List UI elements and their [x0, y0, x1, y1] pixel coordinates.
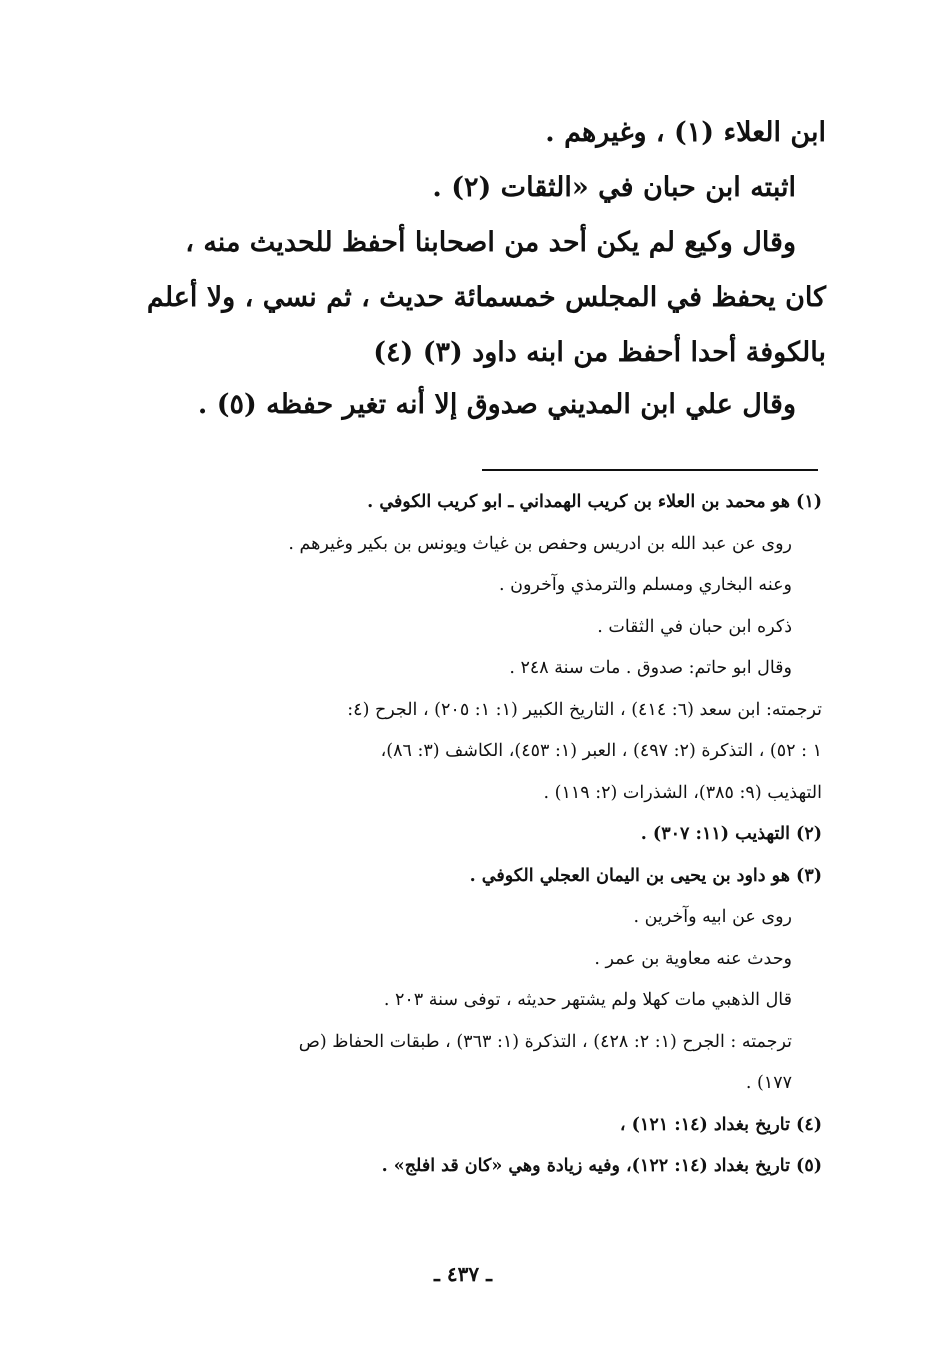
page-number: ـ ٤٣٧ ـ: [434, 1262, 492, 1286]
footnote-line: قال الذهبي مات كهلا ولم يشتهر حديثه ، توفى سنة ٢٠٣ .: [383, 990, 792, 1010]
main-text-line: كان يحفظ في المجلس خمسمائة حديث ، ثم نسي ، ولا أعلم: [146, 282, 826, 313]
footnote-line: ترجمته: ابن سعد (٦: ٤١٤) ، التاريخ الكبير (١: ١: ٢٠٥) ، الجرح (٤:: [347, 699, 822, 720]
footnote-line: (٣) هو داود بن يحيى بن اليمان العجلي الكوفي .: [469, 865, 822, 886]
main-text-block: [116, 118, 826, 445]
footnote-line: وحدث عنه معاوية بن عمر .: [594, 948, 792, 969]
footnotes-block: [122, 490, 822, 1196]
main-text-line: اثبته ابن حبان في «الثقات (٢) .: [432, 172, 796, 203]
footnote-line: ١٧٧) .: [745, 1073, 792, 1093]
footnote-line: التهذيب (٩: ٣٨٥)، الشذرات (٢: ١١٩) .: [543, 782, 822, 803]
main-text-line: وقال وكيع لم يكن أحد من اصحابنا أحفظ للحديث منه ،: [185, 227, 796, 258]
footnote-line: وعنه البخاري ومسلم والترمذي وآخرون .: [499, 575, 792, 595]
footnote-line: ١ : ٥٢) ، التذكرة (٢: ٤٩٧) ، العبر (١: ٤٥٣)، الكاشف (٣: ٨٦)،: [380, 741, 822, 761]
footnote-line: (٤) تاريخ بغداد (١٤: ١٢١) ،: [619, 1114, 822, 1135]
footnote-line: وقال ابو حاتم: صدوق . مات سنة ٢٤٨ .: [509, 658, 792, 678]
main-text-line: بالكوفة أحدا أحفظ من ابنه داود (٣) (٤): [373, 337, 826, 368]
footnote-line: (٢) التهذيب (١١: ٣٠٧) .: [640, 824, 822, 844]
footnote-divider: [482, 469, 818, 471]
footnote-line: (٥) تاريخ بغداد (١٤: ١٢٢)، وفيه زيادة وهي «كان قد افلج» .: [381, 1156, 822, 1176]
main-text-line: وقال علي ابن المديني صدوق إلا أنه تغير حفظه (٥) .: [197, 389, 796, 420]
footnote-line: ذكره ابن حبان في الثقات .: [597, 616, 792, 637]
footnote-line: ترجمته : الجرح (١: ٢: ٤٢٨) ، التذكرة (١: ٣٦٣) ، طبقات الحفاظ (ص: [298, 1031, 792, 1052]
footnote-line: روى عن عبد الله بن ادريس وحفص بن غياث ويونس بن بكير وغيرهم .: [288, 533, 792, 554]
footnote-line: روى عن ابيه وآخرين .: [633, 907, 792, 927]
footnote-line: (١) هو محمد بن العلاء بن كريب الهمداني ـ ابو كريب الكوفي .: [367, 492, 822, 512]
main-text-line: ابن العلاء (١) ، وغيرهم .: [545, 117, 826, 148]
